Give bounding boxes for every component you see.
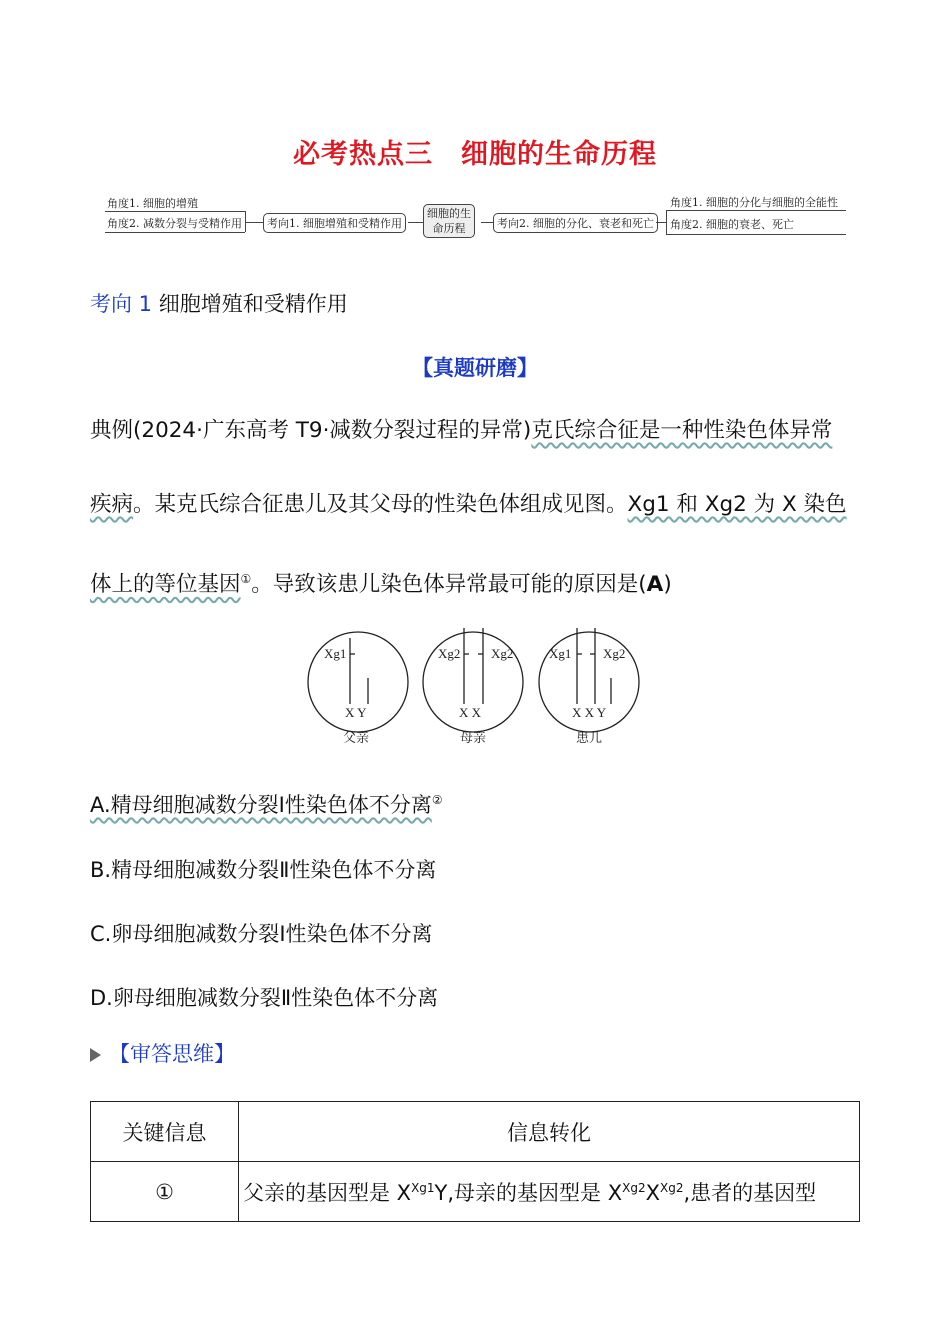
father-label: 父亲 [343, 730, 370, 745]
question-line-1: 典例(2024·广东高考 T9·减数分裂过程的异常)克氏综合征是一种性染色体异常 [90, 418, 833, 443]
patient-gene-left: Xg1 [549, 646, 572, 661]
map-right-top: 角度1. 细胞的分化与细胞的全能性 [670, 196, 838, 209]
father-chromosomes: X Y [345, 705, 367, 720]
mother-gene-right: Xg2 [491, 646, 514, 661]
father-gene: Xg1 [324, 646, 347, 661]
option-c: C.卵母细胞减数分裂Ⅰ性染色体不分离 [90, 922, 433, 946]
option-b: B.精母细胞减数分裂Ⅱ性染色体不分离 [90, 858, 437, 882]
map-left-bottom: 角度2. 减数分裂与受精作用 [107, 217, 242, 230]
patient-chromosomes: X X Y [572, 705, 607, 720]
table-cell-key: ① [91, 1162, 239, 1222]
map-left-top: 角度1. 细胞的增殖 [107, 197, 198, 210]
info-table [90, 1101, 860, 1222]
mother-label: 母亲 [460, 730, 487, 745]
mark-1: ① [240, 572, 252, 586]
concept-map [100, 188, 860, 244]
section-heading [90, 288, 348, 318]
mother-chromosomes: X X [459, 705, 482, 720]
mark-2: ② [431, 793, 443, 807]
think-heading: 【审答思维】 [90, 1038, 235, 1068]
table-header-info: 信息转化 [239, 1102, 860, 1162]
map-right-box: 考向2. 细胞的分化、衰老和死亡 [493, 213, 658, 233]
patient-label: 患儿 [576, 730, 603, 745]
real-exam-heading: 【真题研磨】 [412, 356, 538, 380]
option-a: A.精母细胞减数分裂Ⅰ性染色体不分离② [90, 793, 443, 817]
question-line-3: 体上的等位基因①。导致该患儿染色体异常最可能的原因是(A) [90, 572, 672, 598]
page-title: 必考热点三 细胞的生命历程 [293, 139, 657, 170]
table-row [91, 1162, 860, 1222]
patient-cell [539, 628, 639, 745]
father-cell [308, 632, 408, 745]
mother-cell [423, 628, 523, 745]
mother-gene-left: Xg2 [438, 646, 461, 661]
section-text: 细胞增殖和受精作用 [158, 292, 348, 316]
triangle-icon [90, 1048, 101, 1062]
question-line-2: 疾病。某克氏综合征患儿及其父母的性染色体组成见图。Xg1 和 Xg2 为 X 染色 [90, 492, 847, 517]
option-d: D.卵母细胞减数分裂Ⅱ性染色体不分离 [90, 986, 439, 1010]
section-tag: 考向 1 [90, 292, 153, 316]
patient-gene-right: Xg2 [603, 646, 626, 661]
table-header-key: 关键信息 [91, 1102, 239, 1162]
map-right-bottom: 角度2. 细胞的衰老、死亡 [670, 218, 794, 231]
map-center-box: 细胞的生 命历程 [423, 204, 475, 238]
table-header-row [91, 1102, 860, 1162]
chromosome-figure [305, 620, 645, 750]
table-cell-info: 父亲的基因型是 $X^{Xg1}Y$,母亲的基因型是 $X^{Xg2}X^{Xg2}$,患者的基因型 [239, 1162, 860, 1222]
answer: A [646, 572, 664, 598]
map-left-box: 考向1. 细胞增殖和受精作用 [263, 213, 406, 233]
